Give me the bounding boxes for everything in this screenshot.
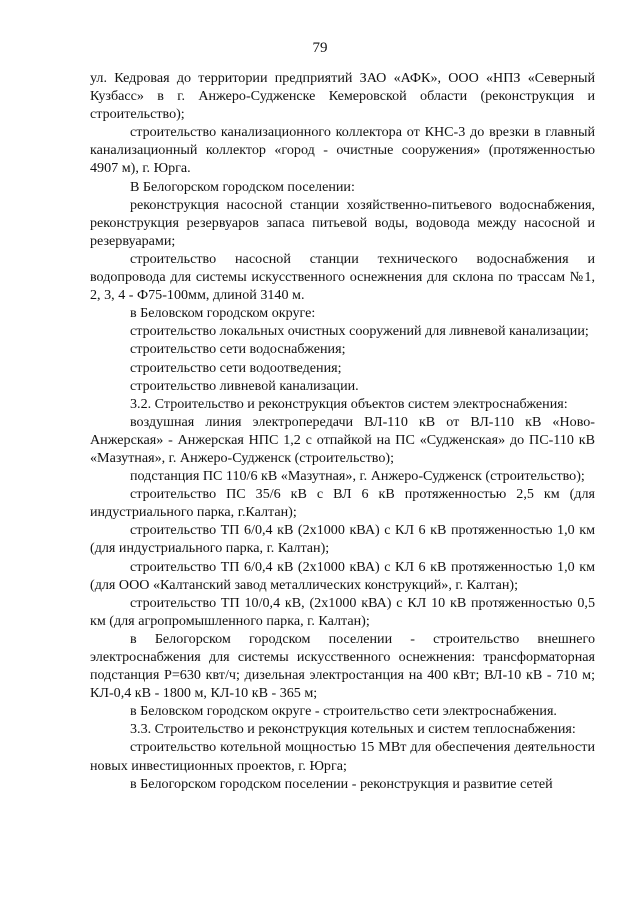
paragraph-belogorsk-power-supply: в Белогорском городском поселении - строительство внешнего электроснабжения для системы искусственного оснежнения: трансформаторная подстанция Р=630 квт/ч; дизельная электростанция на 400 кВт; ВЛ-10 кВ - 710 м; КЛ-0,4 кВ - 1800 м, КЛ-10 кВ - 365 м;: [90, 630, 595, 702]
paragraph-tp-10-04-agro: строительство ТП 10/0,4 кВ, (2х1000 кВА) с КЛ 10 кВ протяженностью 0,5 км (для агропромышленного парка, г. Калтан);: [90, 594, 595, 629]
paragraph-sewer-collector-yurga: строительство канализационного коллектора от КНС-3 до врезки в главный канализационный коллектор «город - очистные сооружения» (протяженностью 4907 м), г. Юрга.: [90, 124, 595, 177]
paragraph-belovo-power-network: в Беловском городском округе - строительство сети электроснабжения.: [130, 703, 557, 720]
paragraph-local-treatment-facilities: строительство локальных очистных сооружений для ливневой канализации;: [130, 323, 589, 340]
paragraph-substation-mazutnaya: подстанция ПС 110/6 кВ «Мазутная», г. Анжеро-Судженск (строительство);: [130, 468, 585, 485]
paragraph-storm-sewer: строительство ливневой канализации.: [130, 377, 359, 394]
paragraph-technical-water-pump-station: строительство насосной станции технического водоснабжения и водопровода для системы искусственного оснежнения для склона по трассам №1, 2, 3, 4 - Ф75-100мм, длиной 3140 м.: [90, 250, 595, 304]
paragraph-boiler-15mw: строительство котельной мощностью 15 МВт для обеспечения деятельности новых инвестиционных проектов, г. Юрга;: [90, 739, 595, 774]
paragraph-belogorsk-heat-networks: в Белогорском городском поселении - реконструкция и развитие сетей: [130, 775, 553, 792]
paragraph-vl-110-line: воздушная линия электропередачи ВЛ-110 кВ от ВЛ-110 кВ «Ново-Анжерская» - Анжерская НПС 1,2 с отпайкой на ПС «Судженская» до ПС-110 кВ «Мазутная», г. Анжеро-Судженск (строительство);: [90, 413, 595, 466]
paragraph-pump-station-reconstruction: реконструкция насосной станции хозяйственно-питьевого водоснабжения, реконструкция резервуаров запаса питьевой воды, водовода между насосной и резервуарами;: [90, 196, 595, 249]
paragraph-water-supply-network: строительство сети водоснабжения;: [130, 341, 346, 358]
paragraph-belovo-heading: в Беловском городском округе:: [130, 305, 316, 322]
paragraph-sewerage-network: строительство сети водоотведения;: [130, 359, 342, 376]
paragraph-tp-6-04-industrial: строительство ТП 6/0,4 кВ (2х1000 кВА) с КЛ 6 кВ протяженностью 1,0 км (для индустриального парка, г. Калтан);: [90, 522, 595, 557]
section-3-3-heading: 3.3. Строительство и реконструкция котельных и систем теплоснабжения:: [130, 721, 576, 738]
paragraph-tp-6-04-kaltan-plant: строительство ТП 6/0,4 кВ (2х1000 кВА) с КЛ 6 кВ протяженностью 1,0 км (для ООО «Калтанский завод металлических конструкций», г. Калтан);: [90, 558, 595, 593]
paragraph-ps-35-6: строительство ПС 35/6 кВ с ВЛ 6 кВ протяженностью 2,5 км (для индустриального парка, г.Калтан);: [90, 486, 595, 521]
section-3-2-heading: 3.2. Строительство и реконструкция объектов систем электроснабжения:: [130, 395, 568, 412]
document-body: [90, 69, 595, 793]
paragraph-belogorsk-heading: В Белогорском городском поселении:: [130, 178, 355, 195]
page-number: 79: [312, 40, 328, 56]
paragraph-kedrovaya-street: ул. Кедровая до территории предприятий ЗАО «АФК», ООО «НПЗ «Северный Кузбасс» в г. Анжеро-Судженске Кемеровской области (реконструкция и строительство);: [90, 70, 595, 123]
